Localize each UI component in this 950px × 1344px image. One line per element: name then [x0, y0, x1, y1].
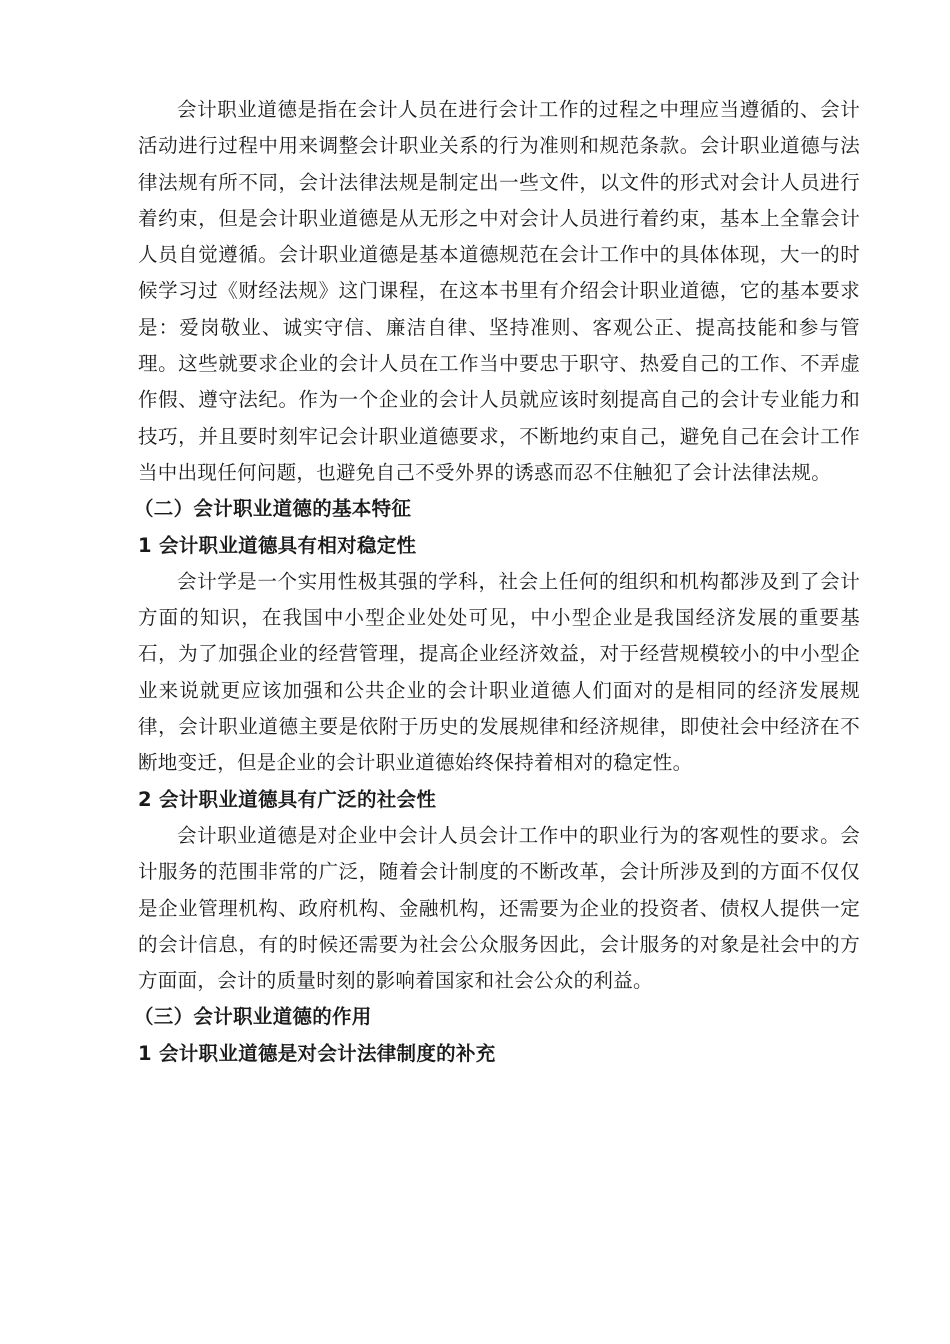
subheading-relative-stability: 1 会计职业道德具有相对稳定性 [138, 533, 417, 557]
subheading-supplement-to-law: 1 会计职业道德是对会计法律制度的补充 [138, 1041, 496, 1065]
document-page [134, 92, 860, 1072]
intro-paragraph: 会计职业道德是指在会计人员在进行会计工作的过程之中理应当遵循的、会计活动进行过程中用来调整会计职业关系的行为准则和规范条款。会计职业道德与法律法规有所不同，会计法律法规是制定出一些文件，以文件的形式对会计人员进行着约束，但是会计职业道德是从无形之中对会计人员进行着约束，基本上全靠会计人员自觉遵循。会计职业道德是基本道德规范在会计工作中的具体体现，大一的时候学习过《财经法规》这门课程，在这本书里有介绍会计职业道德，它的基本要求是：爱岗敬业、诚实守信、廉洁自律、坚持准则、客观公正、提高技能和参与管理。这些就要求企业的会计人员在工作当中要忠于职守、热爱自己的工作、不弄虚作假、遵守法纪。作为一个企业的会计人员就应该时刻提高自己的会计专业能力和技巧，并且要时刻牢记会计职业道德要求，不断地约束自己，避免自己在会计工作当中出现任何问题，也避免自己不受外界的诱惑而忍不住触犯了会计法律法规。 [138, 98, 860, 484]
subheading-social-breadth: 2 会计职业道德具有广泛的社会性 [138, 787, 437, 811]
section-heading-basic-features: （二）会计职业道德的基本特征 [134, 497, 412, 521]
paragraph-relative-stability: 会计学是一个实用性极其强的学科，社会上任何的组织和机构都涉及到了会计方面的知识，在我国中小型企业处处可见，中小型企业是我国经济发展的重要基石，为了加强企业的经营管理，提高企业经济效益，对于经营规模较小的中小型企业来说就更应该加强和公共企业的会计职业道德人们面对的是相同的经济发展规律，会计职业道德主要是依附于历史的发展规律和经济规律，即使社会中经济在不断地变迁，但是企业的会计职业道德始终保持着相对的稳定性。 [138, 569, 860, 775]
section-heading-role: （三）会计职业道德的作用 [134, 1005, 372, 1029]
paragraph-social-breadth: 会计职业道德是对企业中会计人员会计工作中的职业行为的客观性的要求。会计服务的范围非常的广泛，随着会计制度的不断改革，会计所涉及到的方面不仅仅是企业管理机构、政府机构、金融机构，还需要为企业的投资者、债权人提供一定的会计信息，有的时候还需要为社会公众服务因此，会计服务的对象是社会中的方方面面，会计的质量时刻的影响着国家和社会公众的利益。 [138, 823, 860, 993]
